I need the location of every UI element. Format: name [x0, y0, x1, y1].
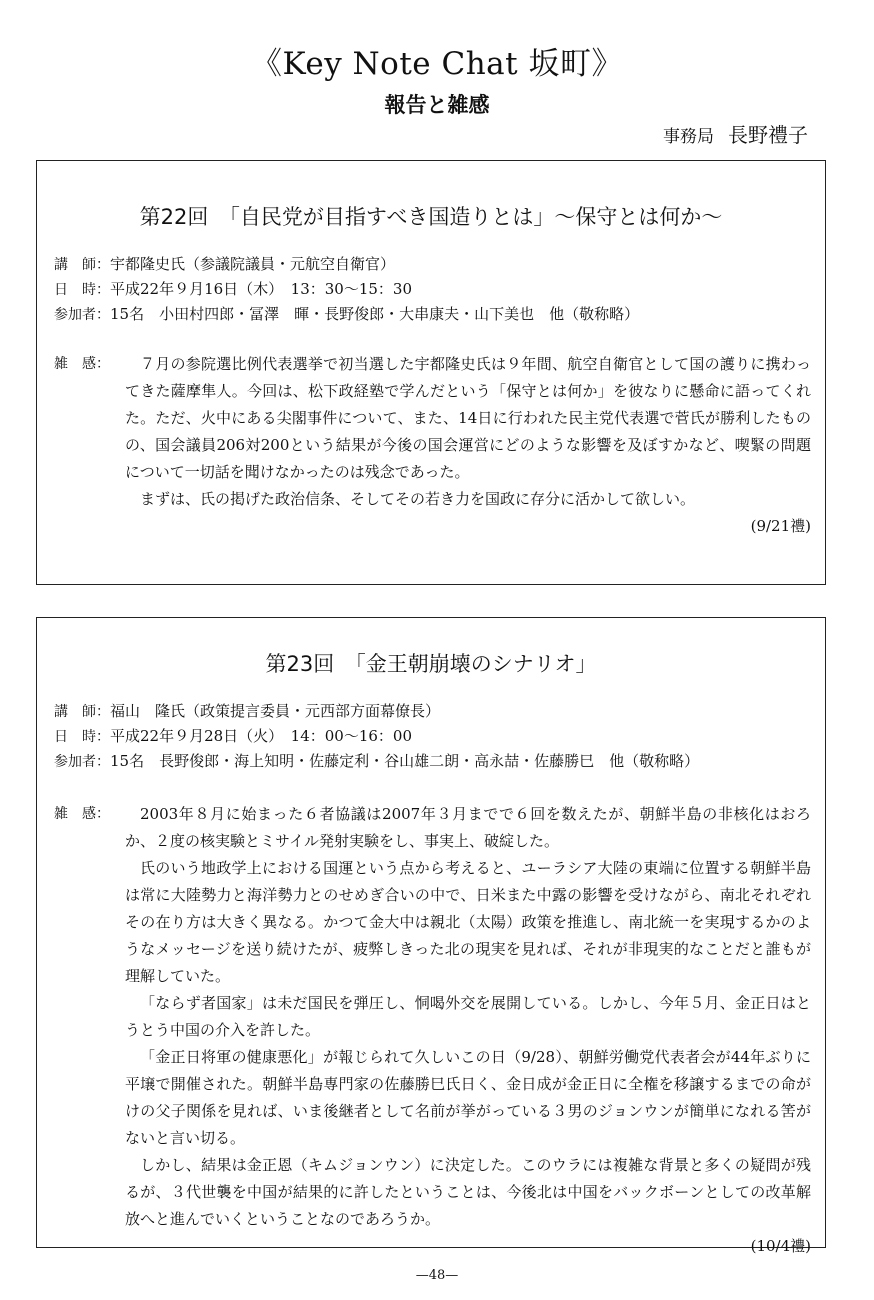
impressions-paragraph: ７月の参院選比例代表選挙で初当選した宇都隆史氏は９年間、航空自衛官として国の護りに携わってきた薩摩隼人。今回は、松下政経塾で学んだという「保守とは何か」を彼なりに懸命に語ってくれた。ただ、火中にある尖閣事件について、また、14日に行われた民主党代表選で菅氏が勝利したものの、国会議員206対200という結果が今後の国会運営にどのような影響を及ぼすかなど、喫緊の問題について一切話を聞けなかったのは残念であった。 [125, 355, 811, 481]
datetime-value: 平成22年９月28日（火） 14：00〜16：00 [110, 727, 413, 745]
impressions-paragraph: 2003年８月に始まった６者協議は2007年３月までで６回を数えたが、朝鮮半島の非核化はおろか、２度の核実験とミサイル発射実験をし、事実上、破綻した。 [125, 805, 811, 850]
participants-value: 15名 長野俊郎・海上知明・佐藤定利・谷山雄二朗・高永喆・佐藤勝巳 他（敬称略） [110, 752, 700, 770]
datetime-row [54, 276, 811, 303]
participants-row [54, 748, 811, 775]
lecturer-value: 宇都隆史氏（参議院議員・元航空自衛官） [110, 255, 396, 273]
page-title: 《Key Note Chat 坂町》 [251, 46, 623, 82]
impressions-section [54, 801, 811, 1260]
participants-label: 参加者： [54, 307, 110, 323]
impressions-paragraph: 氏のいう地政学上における国運という点から考えると、ユーラシア大陸の東端に位置する朝鮮半島は常に大陸勢力と海洋勢力とのせめぎ合いの中で、日米また中露の影響を受けながら、南北それぞれその在り方は大きく異なる。かつて金大中は親北（太陽）政策を推進し、南北統一を実現するかのようなメッセージを送り続けたが、疲弊しきった北の現実を見れば、それが非現実的なことだと誰もが理解していた。 [125, 859, 811, 985]
impressions-paragraph: まずは、氏の掲げた政治信条、そしてその若き力を国政に存分に活かして欲しい。 [140, 490, 696, 508]
report-box-22 [36, 160, 826, 585]
datetime-value: 平成22年９月16日（木） 13：30〜15：30 [110, 280, 413, 298]
report-title: 第22回 「自民党が目指すべき国造りとは」〜保守とは何か〜 [139, 205, 723, 229]
author-role: 事務局 [663, 127, 714, 147]
participants-label: 参加者： [54, 754, 110, 770]
lecturer-row [54, 698, 811, 725]
participants-row [54, 301, 811, 328]
report-title: 第23回 「金王朝崩壊のシナリオ」 [265, 652, 597, 676]
lecturer-row [54, 251, 811, 278]
impressions-label: 雑 感： [54, 806, 110, 822]
author-line [663, 119, 808, 148]
impressions-section [54, 351, 811, 540]
datetime-label: 日 時： [54, 729, 110, 745]
impressions-body [125, 801, 811, 1260]
lecturer-value: 福山 隆氏（政策提言委員・元西部方面幕僚長） [110, 702, 441, 720]
participants-value: 15名 小田村四郎・冨澤 暉・長野俊郎・大串康夫・山下美也 他（敬称略） [110, 305, 640, 323]
impressions-body [125, 351, 811, 540]
author-name: 長野禮子 [728, 123, 808, 147]
report-box-23 [36, 617, 826, 1255]
impressions-label: 雑 感： [54, 356, 110, 372]
impressions-paragraph: 「ならず者国家」は未だ国民を弾圧し、恫喝外交を展開している。しかし、今年５月、金正日はとうとう中国の介入を許した。 [125, 994, 811, 1039]
impressions-paragraph: 「金正日将軍の健康悪化」が報じられて久しいこの日（9/28）、朝鮮労働党代表者会が44年ぶりに平壌で開催された。朝鮮半島専門家の佐藤勝巳氏日く、金日成が金正日に全権を移譲するまでの命がけの父子関係を見れば、いま後継者として名前が挙がっている３男のジョンウンが簡単になれる筈がないと言い切る。 [125, 1048, 811, 1147]
datetime-label: 日 時： [54, 282, 110, 298]
datetime-row [54, 723, 811, 750]
page-subtitle: 報告と雑感 [384, 93, 490, 117]
page-number: —48— [415, 1268, 459, 1283]
lecturer-label: 講 師： [54, 704, 110, 720]
impressions-paragraph: しかし、結果は金正恩（キムジョンウン）に決定した。このウラには複雑な背景と多くの疑問が残るが、３代世襲を中国が結果的に許したということは、今後北は中国をバックボーンとしての改革解放へと進んでいくということなのであろうか。 [125, 1156, 811, 1228]
signature: (10/4禮) [750, 1237, 811, 1255]
signature: (9/21禮) [750, 517, 811, 535]
lecturer-label: 講 師： [54, 257, 110, 273]
